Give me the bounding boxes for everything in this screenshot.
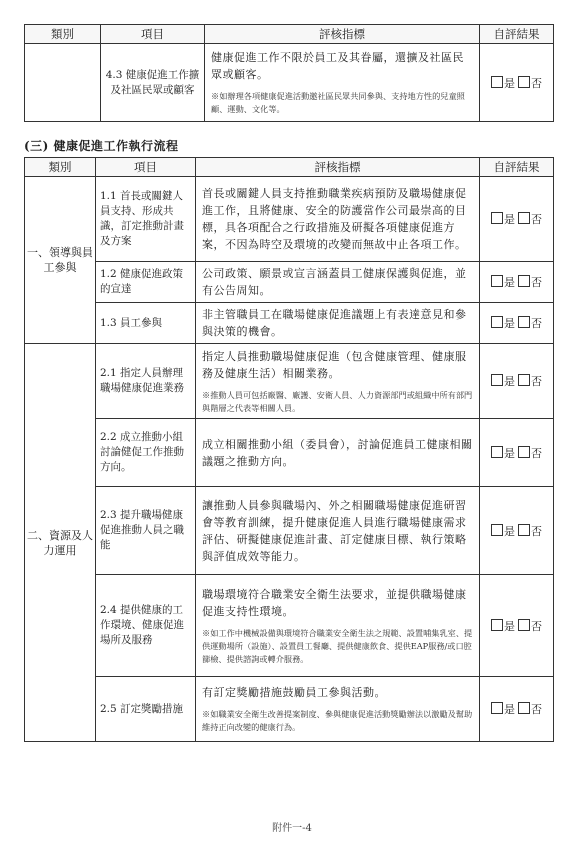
indicator-text: 讓推動人員參與職場內、外之相關職場健康促進研習會等教育訓練，提升健康促進人員進行職場健康需求評估、研擬健康促進計畫、訂定健康目標、執行策略與評值成效等能力。	[202, 498, 467, 563]
indicator-note: ※如職業安全衛生改善提案制度、參與健康促進活動獎勵辦法以激勵及幫助維持正向改變的健康行為。	[202, 709, 473, 732]
yes-label: 是	[504, 524, 515, 538]
category-cell	[25, 344, 96, 742]
result-cell	[480, 419, 554, 487]
indicator-note: ※如工作中機械設備與環境符合職業安全衛生法之規範、設置哺集乳室、提供運動場所（設施）、設置員工餐廳、提供健康飲食、提供EAP服務/或口腔篩檢、提供諮詢或轉介服務。	[202, 627, 473, 664]
indicator-text: 職場環境符合職業安全衛生法要求，並提供職場健康促進支持性環境。	[202, 587, 467, 618]
item-cell: 1.3 員工參與	[96, 303, 196, 344]
table-row	[25, 344, 554, 419]
yes-checkbox[interactable]	[491, 76, 503, 88]
no-label: 否	[531, 76, 542, 90]
no-checkbox[interactable]	[518, 76, 530, 88]
indicator-text: 首長或關鍵人員支持推動職業疾病預防及職場健康促進工作，且將健康、安全的防護當作公司最崇高的目標，具各項配合之行政措施及研擬各項健康促進方案，不因為時空及環境的改變而無故中止各項工作。	[202, 187, 467, 251]
indicator-cell	[196, 344, 480, 419]
indicator-cell	[196, 262, 480, 303]
header-indicator: 評核指標	[205, 25, 480, 44]
no-checkbox[interactable]	[518, 446, 530, 458]
yes-label: 是	[504, 619, 515, 633]
item-cell: 1.2 健康促進政策的宣達	[96, 262, 196, 303]
header-item: 項目	[96, 158, 196, 177]
no-label: 否	[531, 619, 542, 633]
indicator-cell	[196, 419, 480, 487]
indicator-note: ※如辦理各項健康促進活動邀社區民眾共同參與、支持地方性的兒童照顧、運動、文化等。	[211, 91, 465, 114]
indicator-cell	[196, 177, 480, 262]
result-cell	[480, 262, 554, 303]
no-checkbox[interactable]	[518, 316, 530, 328]
result-cell	[480, 303, 554, 344]
no-checkbox[interactable]	[518, 212, 530, 224]
yes-label: 是	[504, 213, 515, 226]
result-cell	[480, 487, 554, 575]
table-row	[25, 303, 554, 344]
yes-label: 是	[504, 703, 515, 716]
indicator-note: ※推動人員可包括廠醫、廠護、安衛人員、人力資源部門或組織中所有部門與階層之代表等相關人員。	[202, 389, 473, 413]
process-table	[24, 157, 554, 742]
no-label: 否	[531, 703, 542, 716]
top-table	[24, 24, 554, 122]
indicator-text: 公司政策、願景或宣言涵蓋員工健康保護與促進，並有公告周知。	[202, 267, 467, 297]
yes-checkbox[interactable]	[491, 524, 503, 536]
no-label: 否	[531, 446, 542, 460]
item-cell: 2.4 提供健康的工作環境、健康促進場所及服務	[96, 575, 196, 677]
no-checkbox[interactable]	[518, 619, 530, 631]
yes-label: 是	[504, 317, 515, 330]
no-checkbox[interactable]	[518, 524, 530, 536]
table-row	[25, 677, 554, 742]
indicator-cell	[196, 575, 480, 677]
result-cell	[480, 344, 554, 419]
table-header-row	[25, 25, 554, 44]
indicator-text: 非主管職員工在職場健康促進議題上有表達意見和參與決策的機會。	[202, 308, 467, 338]
item-cell: 2.5 訂定獎勵措施	[96, 677, 196, 742]
indicator-text: 成立相關推動小組（委員會），討論促進員工健康相關議題之推動方向。	[202, 437, 473, 468]
yes-checkbox[interactable]	[491, 446, 503, 458]
indicator-cell	[196, 303, 480, 344]
indicator-cell	[196, 677, 480, 742]
indicator-text: 有訂定獎勵措施鼓勵員工參與活動。	[202, 686, 386, 699]
header-result: 自評結果	[480, 25, 554, 44]
category-label: 二、資源及人力運用	[27, 528, 93, 557]
table-row	[25, 177, 554, 262]
yes-checkbox[interactable]	[491, 316, 503, 328]
yes-checkbox[interactable]	[491, 374, 503, 386]
table-row	[25, 262, 554, 303]
category-cell	[25, 177, 96, 344]
result-cell	[480, 44, 554, 122]
no-checkbox[interactable]	[518, 374, 530, 386]
header-result: 自評結果	[480, 158, 554, 177]
yes-checkbox[interactable]	[491, 212, 503, 224]
yes-label: 是	[504, 375, 515, 388]
result-cell	[480, 177, 554, 262]
header-category: 類別	[25, 25, 101, 44]
indicator-text: 健康促進工作不限於員工及其眷屬，還擴及社區民眾或顧客。	[211, 51, 464, 81]
header-category: 類別	[25, 158, 96, 177]
indicator-text: 指定人員推動職場健康促進（包含健康管理、健康服務及健康生活）相關業務。	[202, 349, 467, 380]
no-label: 否	[531, 276, 542, 289]
category-label: 一、領導與員工參與	[27, 246, 93, 274]
table-row	[25, 44, 554, 122]
no-label: 否	[531, 524, 542, 538]
table-header-row	[25, 158, 554, 177]
yes-checkbox[interactable]	[491, 275, 503, 287]
no-label: 否	[531, 317, 542, 330]
item-cell: 1.1 首長或關鍵人員支持、形成共識，訂定推動計畫及方案	[96, 177, 196, 262]
indicator-cell	[196, 487, 480, 575]
item-cell: 2.1 指定人員辦理職場健康促進業務	[96, 344, 196, 419]
indicator-cell	[205, 44, 480, 122]
table-row	[25, 487, 554, 575]
yes-label: 是	[504, 276, 515, 289]
result-cell	[480, 575, 554, 677]
section-title: (三) 健康促進工作執行流程	[24, 139, 179, 153]
no-checkbox[interactable]	[518, 702, 530, 714]
result-cell	[480, 677, 554, 742]
no-label: 否	[531, 213, 542, 226]
item-cell: 2.2 成立推動小組討論健促工作推動方向。	[96, 419, 196, 487]
header-item: 項目	[101, 25, 205, 44]
page-footer: 附件一-4	[272, 823, 312, 834]
category-cell	[25, 44, 101, 122]
no-label: 否	[531, 375, 542, 388]
item-cell: 2.3 提升職場健康促進推動人員之職能	[96, 487, 196, 575]
yes-label: 是	[504, 76, 515, 90]
header-indicator: 評核指標	[196, 158, 480, 177]
item-cell: 4.3 健康促進工作擴及社區民眾或顧客	[101, 44, 205, 122]
table-row	[25, 575, 554, 677]
yes-label: 是	[504, 446, 515, 460]
table-row	[25, 419, 554, 487]
yes-checkbox[interactable]	[491, 702, 503, 714]
yes-checkbox[interactable]	[491, 619, 503, 631]
no-checkbox[interactable]	[518, 275, 530, 287]
